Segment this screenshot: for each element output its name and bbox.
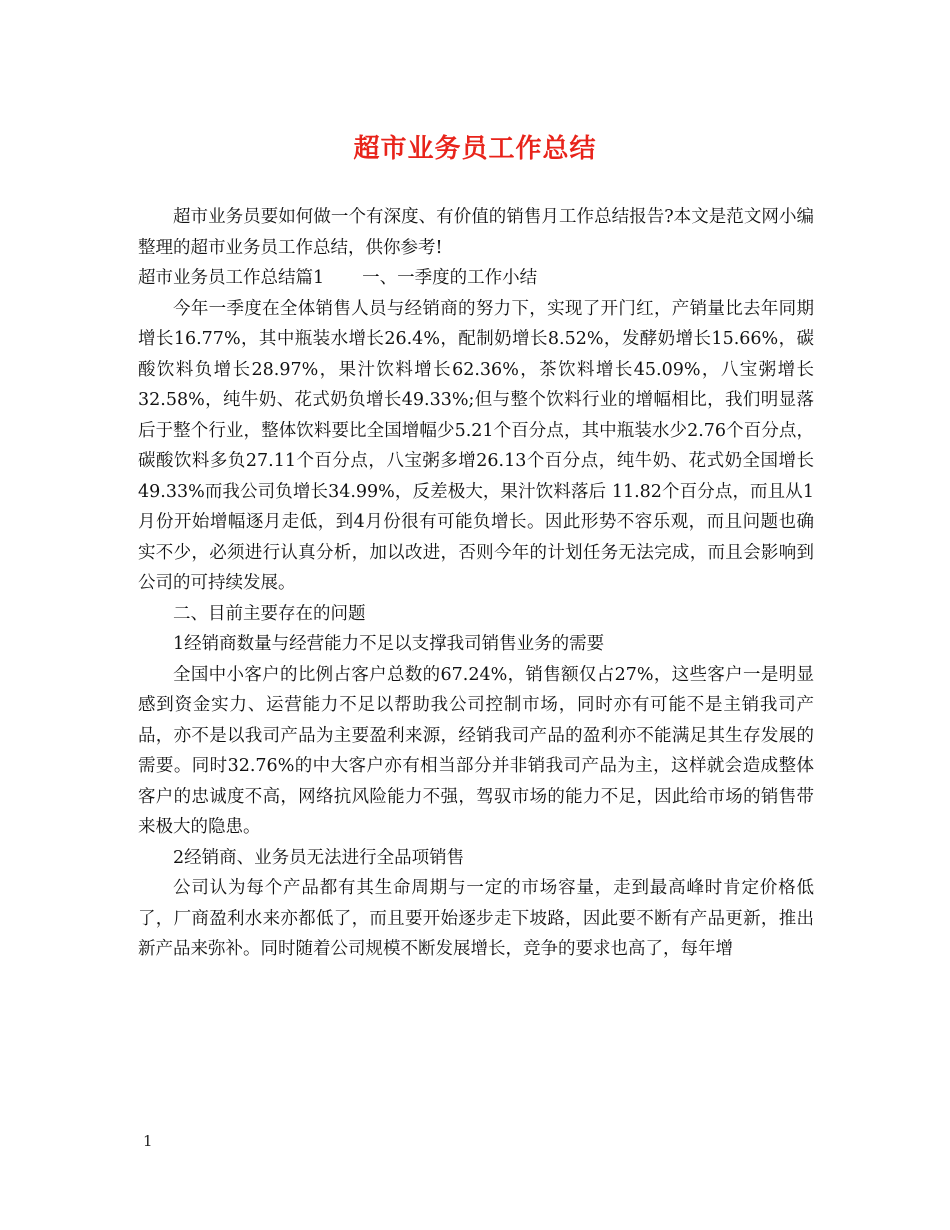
page-number: 1 xyxy=(143,1132,153,1150)
subheading-1: 1经销商数量与经营能力不足以支撑我司销售业务的需要 xyxy=(173,634,605,654)
paragraph-q1-summary: 今年一季度在全体销售人员与经销商的努力下，实现了开门红，产销量比去年同期增长16.77%，其中瓶装水增长26.4%，配制奶增长8.52%，发酵奶增长15.66%，碳酸饮料负增长28.97%，果汁饮料增长62.36%，茶饮料增长45.09%，八宝粥增长32.58%，纯牛奶、花式奶负增长49.33%;但与整个饮料行业的增幅相比，我们明显落后于整个行业，整体饮料要比全国增幅少5.21个百分点，其中瓶装水少2.76个百分点，碳酸饮料多负27.11个百分点，八宝粥多增26.13个百分点，纯牛奶、花式奶全国增长49.33%而我公司负增长34.99%，反差极大，果汁饮料落后 11.82个百分点，而且从1月份开始增幅逐月走低，到4月份很有可能负增长。因此形势不容乐观，而且问题也确实不少，必须进行认真分析，加以改进，否则今年的计划任务无法完成，而且会影响到公司的可持续发展。 xyxy=(138,298,814,593)
intro-paragraph: 超市业务员要如何做一个有深度、有价值的销售月工作总结报告?本文是范文网小编整理的超市业务员工作总结，供你参考! xyxy=(138,207,814,258)
paragraph-distributors: 全国中小客户的比例占客户总数的67.24%，销售额仅占27%，这些客户一是明显感到资金实力、运营能力不足以帮助我公司控制市场，同时亦有可能不是主销我司产品，亦不是以我司产品为主要盈利来源，经销我司产品的盈利亦不能满足其生存发展的需要。同时32.76%的中大客户亦有相当部分并非销我司产品为主，这样就会造成整体客户的忠诚度不高，网络抗风险能力不强，驾驭市场的能力不足，因此给市场的销售带来极大的隐患。 xyxy=(138,664,814,837)
section2-heading: 二、目前主要存在的问题 xyxy=(173,603,366,624)
section1-heading: 一、一季度的工作小结 xyxy=(362,268,538,288)
part-heading: 超市业务员工作总结篇1 xyxy=(138,268,325,288)
subheading-2: 2经销商、业务员无法进行全品项销售 xyxy=(173,847,465,868)
document-title: 超市业务员工作总结 xyxy=(353,134,597,164)
part-heading-line xyxy=(138,263,814,294)
paragraph-product-lifecycle: 公司认为每个产品都有其生命周期与一定的市场容量，走到最高峰时肯定价格低了，厂商盈利水来亦都低了，而且要开始逐步走下坡路，因此要不断有产品更新，推出新产品来弥补。同时随着公司规模不断发展增长，竞争的要求也高了，每年增 xyxy=(138,878,814,959)
document-body xyxy=(138,202,814,965)
